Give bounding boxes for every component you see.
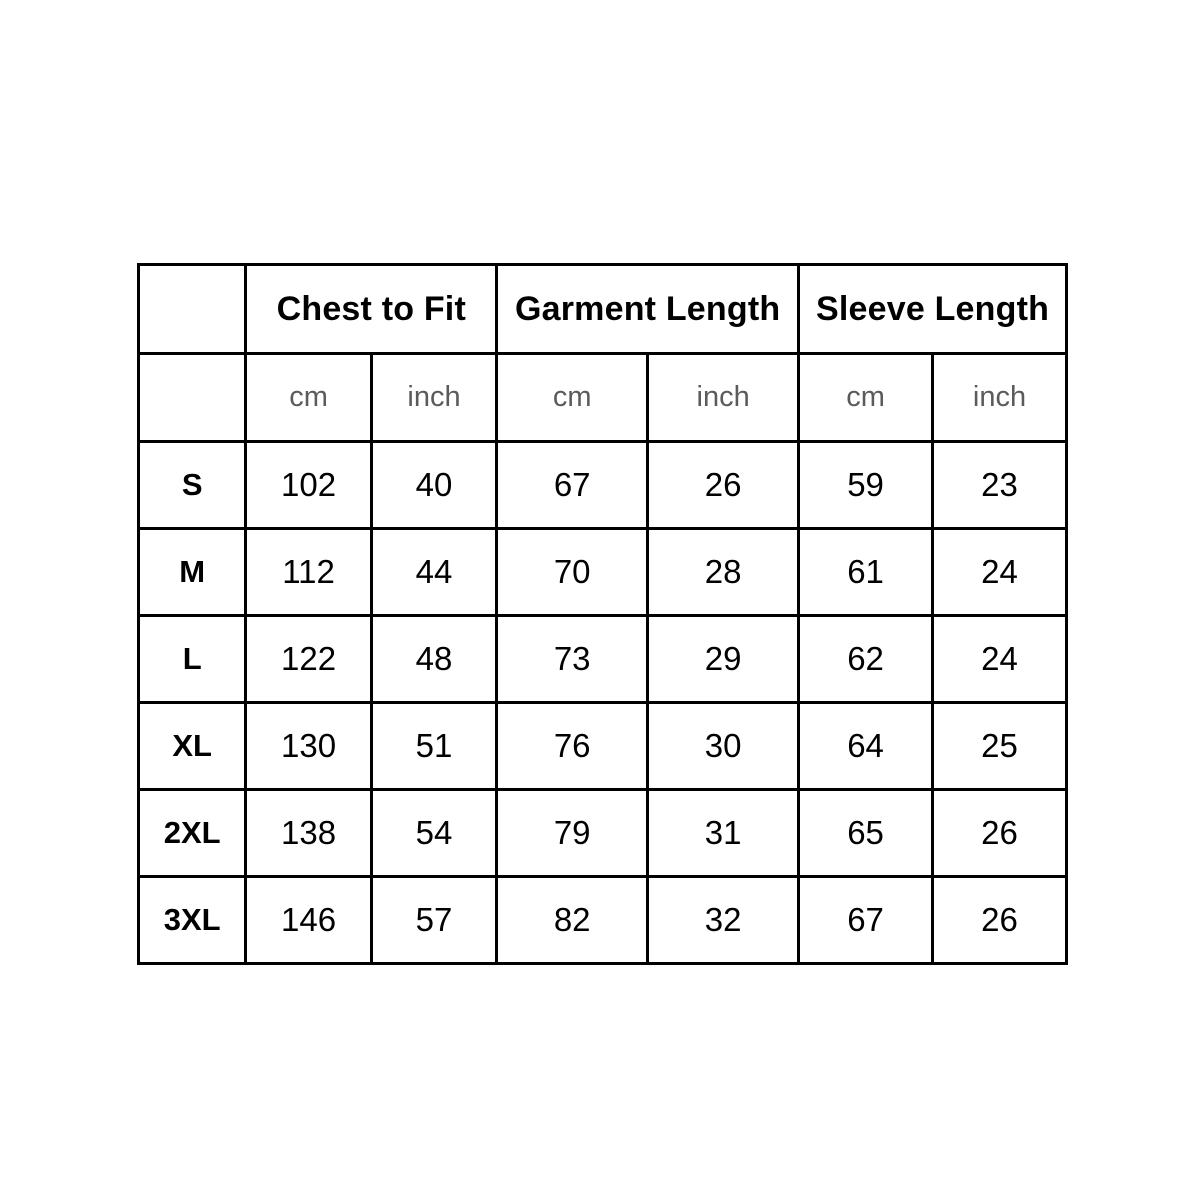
size-chart: [137, 263, 1068, 937]
cell-chest-cm: 146: [246, 877, 371, 964]
cell-sleeve-cm: 67: [799, 877, 933, 964]
cell-sleeve-cm: 61: [799, 529, 933, 616]
row-size-label: L: [139, 616, 246, 703]
row-size-label: 2XL: [139, 790, 246, 877]
table-row: [139, 529, 1067, 616]
cell-chest-inch: 51: [371, 703, 496, 790]
table-row: [139, 877, 1067, 964]
cell-sleeve-inch: 24: [933, 529, 1067, 616]
cell-garment-cm: 73: [497, 616, 648, 703]
size-chart-table: [137, 263, 1068, 965]
unit-header-row: [139, 354, 1067, 442]
cell-chest-inch: 57: [371, 877, 496, 964]
cell-sleeve-cm: 65: [799, 790, 933, 877]
cell-chest-inch: 44: [371, 529, 496, 616]
cell-chest-cm: 130: [246, 703, 371, 790]
row-size-label: 3XL: [139, 877, 246, 964]
cell-garment-inch: 29: [648, 616, 799, 703]
cell-garment-inch: 26: [648, 442, 799, 529]
unit-header-garment-cm: cm: [497, 354, 648, 442]
table-row: [139, 790, 1067, 877]
corner-cell-group: [139, 265, 246, 354]
cell-sleeve-inch: 23: [933, 442, 1067, 529]
cell-chest-cm: 102: [246, 442, 371, 529]
cell-garment-inch: 28: [648, 529, 799, 616]
cell-sleeve-cm: 64: [799, 703, 933, 790]
cell-chest-inch: 54: [371, 790, 496, 877]
corner-cell-unit: [139, 354, 246, 442]
cell-chest-inch: 48: [371, 616, 496, 703]
table-row: [139, 442, 1067, 529]
cell-sleeve-inch: 25: [933, 703, 1067, 790]
group-header-sleeve-length: Sleeve Length: [799, 265, 1067, 354]
cell-sleeve-inch: 26: [933, 790, 1067, 877]
unit-header-garment-inch: inch: [648, 354, 799, 442]
unit-header-sleeve-inch: inch: [933, 354, 1067, 442]
cell-garment-cm: 82: [497, 877, 648, 964]
cell-garment-cm: 76: [497, 703, 648, 790]
cell-garment-inch: 32: [648, 877, 799, 964]
cell-garment-inch: 31: [648, 790, 799, 877]
unit-header-chest-inch: inch: [371, 354, 496, 442]
cell-chest-cm: 122: [246, 616, 371, 703]
cell-sleeve-inch: 26: [933, 877, 1067, 964]
cell-chest-cm: 138: [246, 790, 371, 877]
row-size-label: M: [139, 529, 246, 616]
group-header-chest: Chest to Fit: [246, 265, 497, 354]
cell-garment-cm: 79: [497, 790, 648, 877]
table-row: [139, 616, 1067, 703]
cell-garment-inch: 30: [648, 703, 799, 790]
group-header-garment-length: Garment Length: [497, 265, 799, 354]
unit-header-chest-cm: cm: [246, 354, 371, 442]
cell-chest-inch: 40: [371, 442, 496, 529]
cell-chest-cm: 112: [246, 529, 371, 616]
cell-garment-cm: 70: [497, 529, 648, 616]
table-row: [139, 703, 1067, 790]
cell-sleeve-cm: 62: [799, 616, 933, 703]
unit-header-sleeve-cm: cm: [799, 354, 933, 442]
cell-garment-cm: 67: [497, 442, 648, 529]
cell-sleeve-cm: 59: [799, 442, 933, 529]
row-size-label: XL: [139, 703, 246, 790]
row-size-label: S: [139, 442, 246, 529]
group-header-row: [139, 265, 1067, 354]
cell-sleeve-inch: 24: [933, 616, 1067, 703]
